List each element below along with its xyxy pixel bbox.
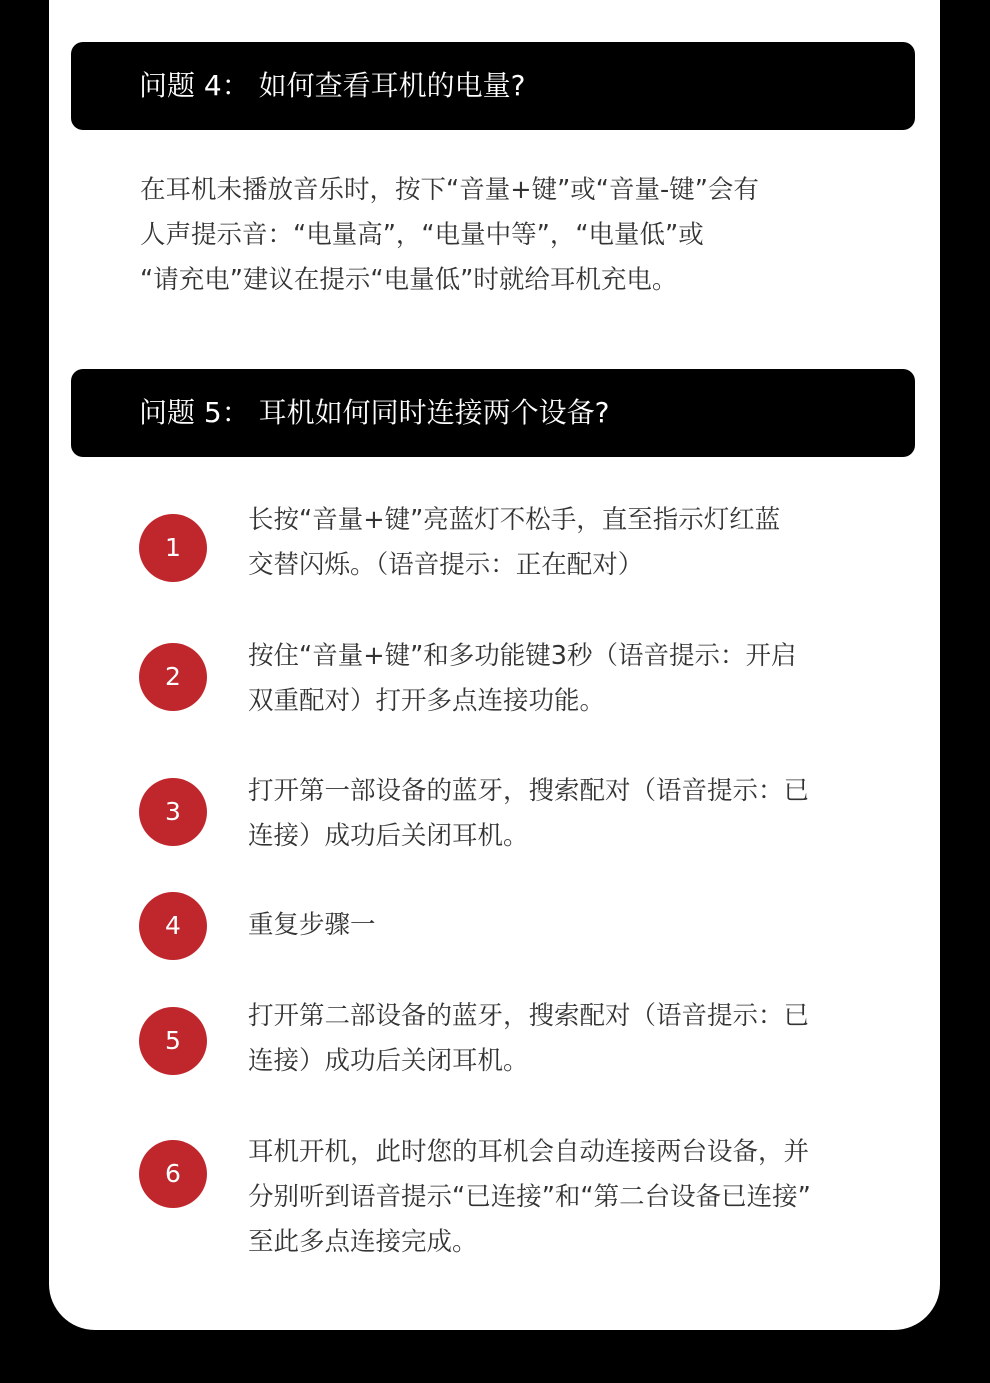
- question-4-header: [71, 42, 915, 130]
- question-5-header: [71, 369, 915, 457]
- step-2-number-badge: 2: [139, 643, 207, 711]
- step-line: 按住“音量+键”和多功能键3秒（语音提示：开启: [248, 641, 797, 671]
- step-3-number-badge: 3: [139, 778, 207, 846]
- answer-line: 在耳机未播放音乐时，按下“音量+键”或“音量-键”会有: [140, 175, 759, 205]
- step-4-text: [248, 903, 908, 948]
- step-line: 打开第二部设备的蓝牙，搜索配对（语音提示：已: [248, 1001, 810, 1031]
- step-2-text: [248, 634, 908, 724]
- step-line: 交替闪烁。（语音提示：正在配对）: [248, 550, 644, 580]
- step-4-number-badge: 4: [139, 892, 207, 960]
- step-line: 分别听到语音提示“已连接”和“第二台设备已连接”: [248, 1182, 811, 1212]
- step-line: 连接）成功后关闭耳机。: [248, 1046, 529, 1076]
- step-1-text: [248, 498, 908, 588]
- answer-line: “请充电”建议在提示“电量低”时就给耳机充电。: [140, 265, 678, 295]
- step-3-text: [248, 769, 908, 859]
- step-5-number-badge: 5: [139, 1007, 207, 1075]
- step-line: 长按“音量+键”亮蓝灯不松手，直至指示灯红蓝: [248, 505, 781, 535]
- question-4-answer: [140, 168, 870, 303]
- answer-line: 人声提示音：“电量高”，“电量中等”，“电量低”或: [140, 220, 704, 250]
- step-line: 双重配对）打开多点连接功能。: [248, 686, 606, 716]
- step-line: 连接）成功后关闭耳机。: [248, 821, 529, 851]
- question-5-title: 问题 5： 耳机如何同时连接两个设备?: [139, 396, 610, 429]
- step-6-number-badge: 6: [139, 1140, 207, 1208]
- step-line: 重复步骤一: [248, 910, 376, 940]
- step-line: 打开第一部设备的蓝牙，搜索配对（语音提示：已: [248, 776, 810, 806]
- step-6-text: [248, 1130, 908, 1265]
- step-line: 至此多点连接完成。: [248, 1227, 478, 1257]
- question-4-title: 问题 4： 如何查看耳机的电量?: [139, 69, 526, 102]
- step-5-text: [248, 994, 908, 1084]
- step-line: 耳机开机，此时您的耳机会自动连接两台设备，并: [248, 1137, 810, 1167]
- step-1-number-badge: 1: [139, 514, 207, 582]
